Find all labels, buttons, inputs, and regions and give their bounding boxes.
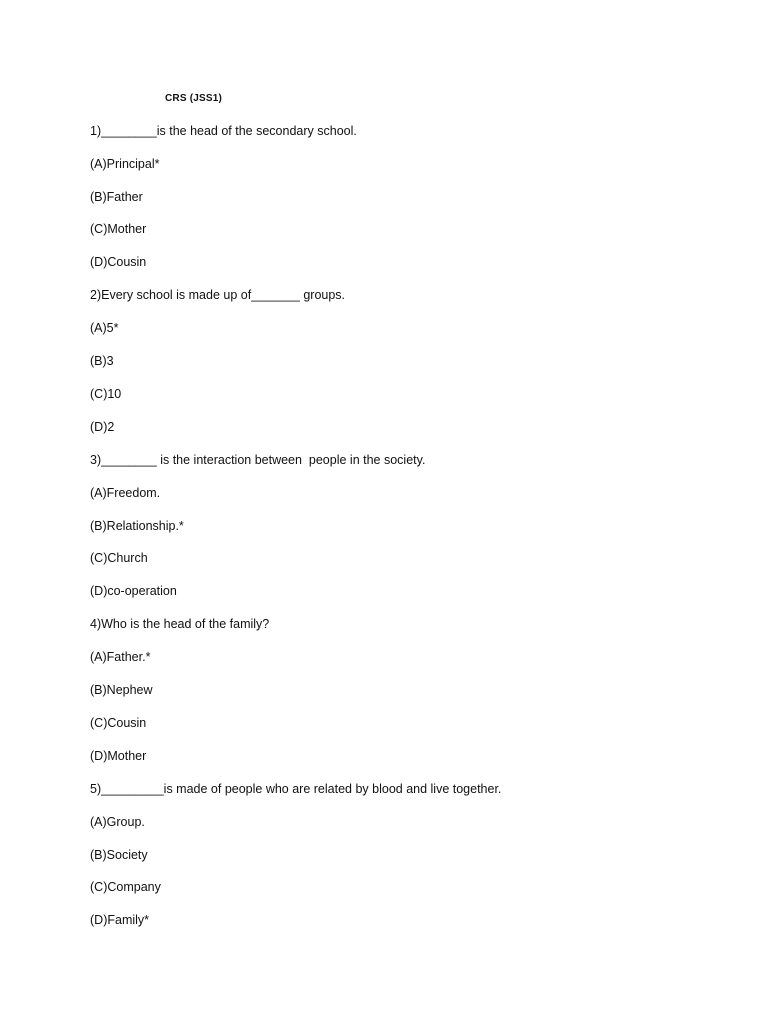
question-5-option-b: (B)Society <box>90 848 148 862</box>
question-3-option-d: (D)co-operation <box>90 584 177 598</box>
question-5-option-c: (C)Company <box>90 880 161 894</box>
question-2-option-d: (D)2 <box>90 420 115 434</box>
question-2-option-c: (C)10 <box>90 387 122 401</box>
question-4-option-b: (B)Nephew <box>90 683 153 697</box>
question-1-text: 1)________is the head of the secondary school. <box>90 124 357 138</box>
question-1-option-d: (D)Cousin <box>90 255 147 269</box>
question-1-option-b: (B)Father <box>90 190 143 204</box>
question-3-option-a: (A)Freedom. <box>90 486 161 500</box>
question-4-option-d: (D)Mother <box>90 749 147 763</box>
question-1-option-a: (A)Principal* <box>90 157 160 171</box>
question-3-option-b: (B)Relationship.* <box>90 519 184 533</box>
question-4-option-a: (A)Father.* <box>90 650 151 664</box>
question-3-option-c: (C)Church <box>90 551 148 565</box>
question-5-text: 5)_________is made of people who are related by blood and live together. <box>90 782 502 796</box>
question-1-option-c: (C)Mother <box>90 222 147 236</box>
question-2-text: 2)Every school is made up of_______ groups. <box>90 288 346 302</box>
question-5-option-a: (A)Group. <box>90 815 145 829</box>
question-4-text: 4)Who is the head of the family? <box>90 617 270 631</box>
question-4-option-c: (C)Cousin <box>90 716 147 730</box>
question-2-option-a: (A)5* <box>90 321 119 335</box>
question-3-text: 3)________ is the interaction between people in the society. <box>90 453 426 467</box>
question-2-option-b: (B)3 <box>90 354 114 368</box>
document-title: CRS (JSS1) <box>165 93 223 104</box>
question-5-option-d: (D)Family* <box>90 913 150 927</box>
